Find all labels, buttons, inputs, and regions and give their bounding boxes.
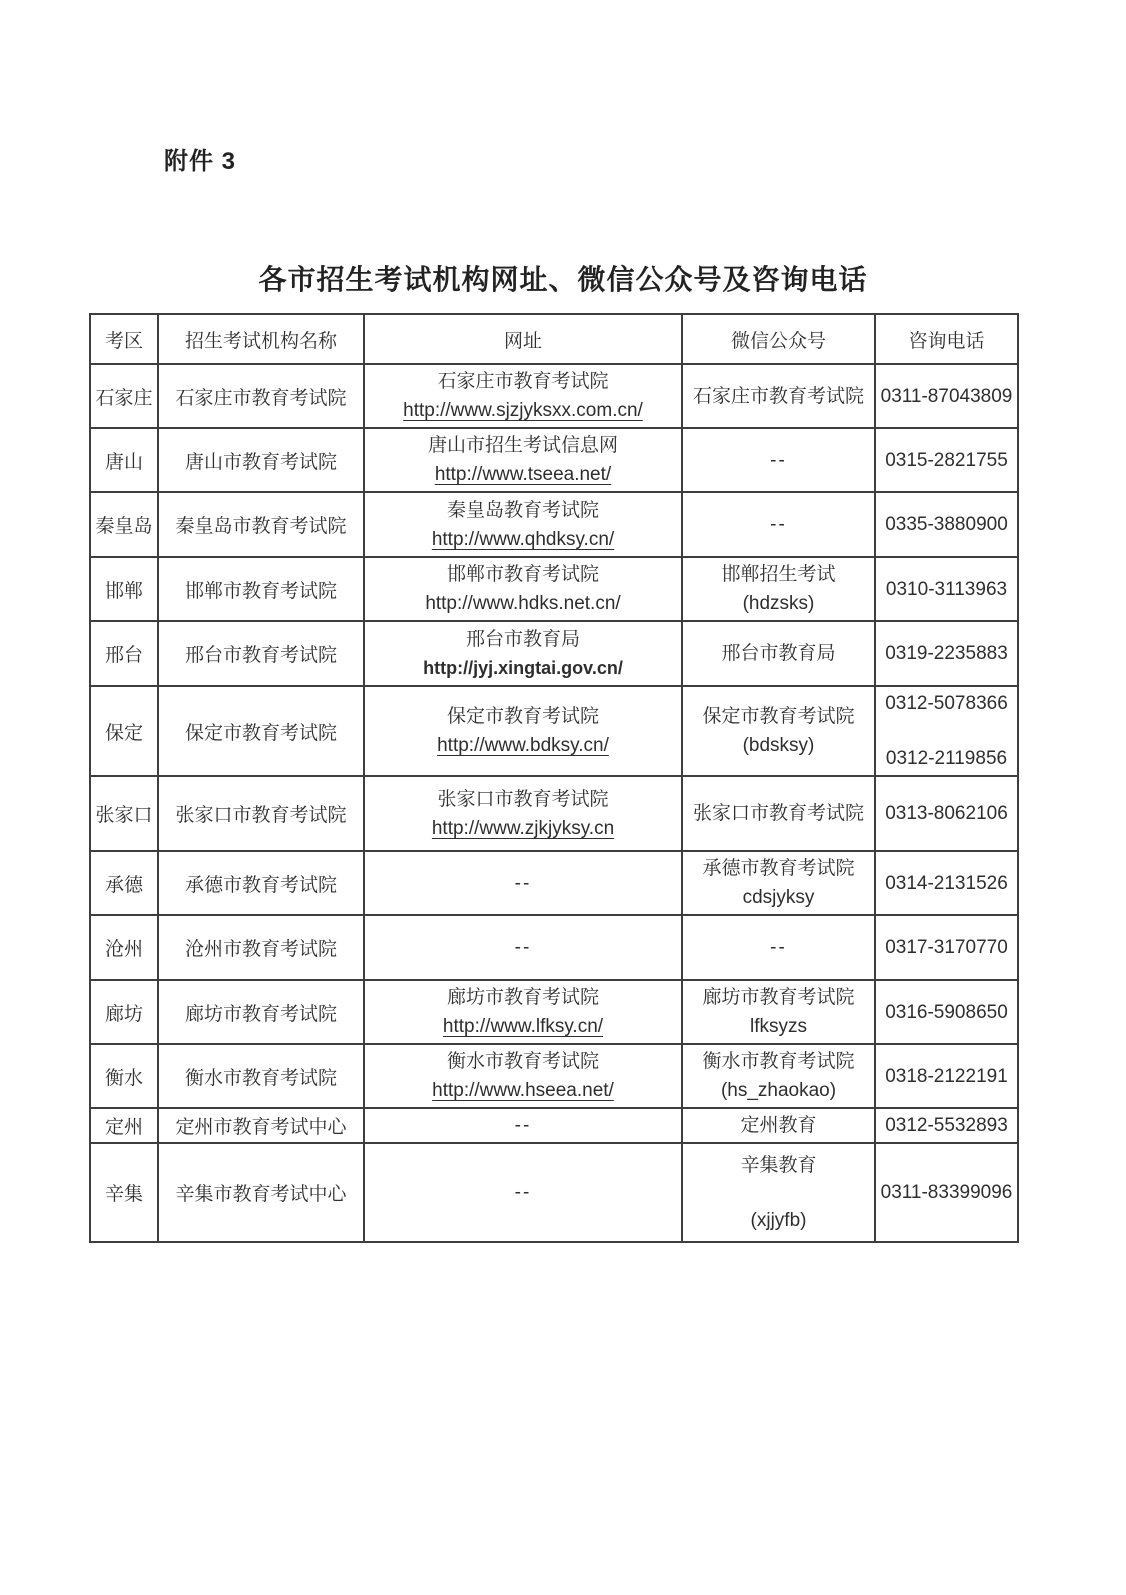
region-cell: 张家口 <box>90 776 158 851</box>
website-url-link[interactable]: http://www.lfksy.cn/ <box>442 1016 604 1037</box>
contact-table <box>89 313 1019 1243</box>
wechat-cell <box>682 915 875 980</box>
table-row <box>90 1143 1018 1242</box>
empty-website-marker: -- <box>514 872 532 894</box>
empty-website-marker: -- <box>514 1115 532 1136</box>
empty-website-marker: -- <box>514 1182 532 1203</box>
website-cell <box>364 1143 682 1242</box>
phone-cell <box>875 1143 1018 1242</box>
phone-number: 0310-3113963 <box>885 578 1008 600</box>
wechat-line: 承德市教育考试院 <box>702 858 855 879</box>
empty-wechat-marker: -- <box>770 937 787 958</box>
website-cell <box>364 1108 682 1143</box>
phone-cell <box>875 980 1018 1044</box>
wechat-cell <box>682 428 875 492</box>
wechat-line: 张家口市教育考试院 <box>692 803 864 824</box>
institution-cell: 辛集市教育考试中心 <box>158 1143 364 1242</box>
institution-cell: 张家口市教育考试院 <box>158 776 364 851</box>
phone-cell <box>875 686 1018 776</box>
phone-number: 0312-2119856 <box>885 748 1008 769</box>
wechat-cell <box>682 364 875 428</box>
phone-cell <box>875 851 1018 915</box>
institution-cell: 定州市教育考试中心 <box>158 1108 364 1143</box>
phone-cell <box>875 621 1018 686</box>
col-header-wechat: 微信公众号 <box>682 314 875 364</box>
phone-cell <box>875 557 1018 621</box>
institution-cell: 承德市教育考试院 <box>158 851 364 915</box>
institution-cell: 秦皇岛市教育考试院 <box>158 492 364 557</box>
website-cell <box>364 915 682 980</box>
website-cell <box>364 621 682 686</box>
table-row <box>90 557 1018 621</box>
website-name: 唐山市招生考试信息网 <box>427 435 618 456</box>
phone-number: 0313-8062106 <box>885 803 1008 824</box>
table-row <box>90 492 1018 557</box>
website-cell <box>364 980 682 1044</box>
table-row <box>90 851 1018 915</box>
wechat-cell <box>682 1143 875 1242</box>
region-cell: 沧州 <box>90 915 158 980</box>
website-url-link[interactable]: http://www.zjkjyksy.cn <box>431 817 615 839</box>
website-name: 秦皇岛教育考试院 <box>446 499 599 521</box>
website-url-link[interactable]: http://www.tseea.net/ <box>434 464 612 485</box>
wechat-line: 邯郸招生考试 <box>721 564 836 585</box>
institution-cell: 衡水市教育考试院 <box>158 1044 364 1108</box>
table-body <box>90 364 1018 1242</box>
wechat-line: cdsjyksy <box>742 887 815 908</box>
wechat-line: 衡水市教育考试院 <box>702 1051 855 1072</box>
website-name: 邢台市教育局 <box>465 628 580 650</box>
website-cell <box>364 776 682 851</box>
phone-number: 0312-5532893 <box>885 1115 1008 1136</box>
website-cell <box>364 364 682 428</box>
website-name: 石家庄市教育考试院 <box>437 371 609 392</box>
table-header-row <box>90 314 1018 364</box>
region-cell: 邢台 <box>90 621 158 686</box>
wechat-line: 石家庄市教育考试院 <box>692 385 864 407</box>
wechat-cell <box>682 776 875 851</box>
wechat-line: lfksyzs <box>750 1016 807 1037</box>
phone-number: 0316-5908650 <box>885 1001 1008 1023</box>
col-header-phone: 咨询电话 <box>875 314 1018 364</box>
region-cell: 邯郸 <box>90 557 158 621</box>
col-header-region: 考区 <box>90 314 158 364</box>
table-row <box>90 1108 1018 1143</box>
website-url-link: http://jyj.xingtai.gov.cn/ <box>423 657 623 678</box>
wechat-cell <box>682 557 875 621</box>
empty-website-marker: -- <box>514 937 532 958</box>
wechat-line: 廊坊市教育考试院 <box>702 987 855 1008</box>
institution-cell: 廊坊市教育考试院 <box>158 980 364 1044</box>
empty-wechat-marker: -- <box>770 449 787 471</box>
institution-cell: 邢台市教育考试院 <box>158 621 364 686</box>
phone-number: 0335-3880900 <box>885 514 1008 535</box>
wechat-line: 保定市教育考试院 <box>702 706 855 727</box>
phone-number: 0311-87043809 <box>880 385 1013 407</box>
wechat-line: (xjjyfb) <box>750 1209 807 1231</box>
wechat-cell <box>682 1044 875 1108</box>
phone-number: 0319-2235883 <box>885 643 1008 664</box>
wechat-cell <box>682 980 875 1044</box>
phone-number: 0318-2122191 <box>885 1065 1008 1087</box>
website-url-link[interactable]: http://www.qhdksy.cn/ <box>431 528 615 550</box>
website-url-link[interactable]: http://www.hseea.net/ <box>432 1080 614 1101</box>
website-name: 保定市教育考试院 <box>446 706 599 727</box>
region-cell: 承德 <box>90 851 158 915</box>
phone-number: 0312-5078366 <box>885 693 1008 714</box>
phone-cell <box>875 428 1018 492</box>
region-cell: 秦皇岛 <box>90 492 158 557</box>
attachment-label: 附件 3 <box>164 148 237 175</box>
wechat-line: (hdzsks) <box>742 593 815 614</box>
region-cell: 定州 <box>90 1108 158 1143</box>
table-row <box>90 428 1018 492</box>
phone-cell <box>875 776 1018 851</box>
region-cell: 辛集 <box>90 1143 158 1242</box>
website-name: 邯郸市教育考试院 <box>446 564 599 585</box>
wechat-cell <box>682 686 875 776</box>
phone-number: 0311-83399096 <box>880 1182 1013 1203</box>
region-cell: 衡水 <box>90 1044 158 1108</box>
region-cell: 保定 <box>90 686 158 776</box>
wechat-line: (hs_zhaokao) <box>720 1080 837 1101</box>
website-cell <box>364 428 682 492</box>
website-cell <box>364 686 682 776</box>
region-cell: 唐山 <box>90 428 158 492</box>
page-title: 各市招生考试机构网址、微信公众号及咨询电话 <box>258 264 868 295</box>
institution-cell: 唐山市教育考试院 <box>158 428 364 492</box>
table-row <box>90 364 1018 428</box>
institution-cell: 石家庄市教育考试院 <box>158 364 364 428</box>
website-url-link[interactable]: http://www.bdksy.cn/ <box>437 735 609 756</box>
website-name: 张家口市教育考试院 <box>437 788 609 810</box>
col-header-institution: 招生考试机构名称 <box>158 314 364 364</box>
phone-number: 0314-2131526 <box>885 872 1008 894</box>
wechat-line: 辛集教育 <box>740 1154 817 1176</box>
phone-number: 0317-3170770 <box>885 937 1008 958</box>
wechat-cell <box>682 851 875 915</box>
institution-cell: 邯郸市教育考试院 <box>158 557 364 621</box>
wechat-cell <box>682 492 875 557</box>
table-row <box>90 776 1018 851</box>
website-cell <box>364 492 682 557</box>
wechat-line: 邢台市教育局 <box>721 643 836 664</box>
wechat-line: 定州教育 <box>740 1115 817 1136</box>
region-cell: 廊坊 <box>90 980 158 1044</box>
empty-wechat-marker: -- <box>770 514 787 535</box>
phone-cell <box>875 1108 1018 1143</box>
website-cell <box>364 851 682 915</box>
wechat-line: (bdsksy) <box>742 735 815 756</box>
phone-number: 0315-2821755 <box>885 449 1008 471</box>
website-name: 廊坊市教育考试院 <box>446 987 599 1008</box>
phone-cell <box>875 915 1018 980</box>
table-row <box>90 980 1018 1044</box>
phone-cell <box>875 1044 1018 1108</box>
table-row <box>90 686 1018 776</box>
website-name: 衡水市教育考试院 <box>446 1051 599 1072</box>
phone-cell <box>875 492 1018 557</box>
website-cell <box>364 1044 682 1108</box>
table-row <box>90 1044 1018 1108</box>
institution-cell: 保定市教育考试院 <box>158 686 364 776</box>
wechat-cell <box>682 1108 875 1143</box>
col-header-website: 网址 <box>364 314 682 364</box>
institution-cell: 沧州市教育考试院 <box>158 915 364 980</box>
wechat-cell <box>682 621 875 686</box>
website-url-link[interactable]: http://www.sjzjyksxx.com.cn/ <box>403 400 643 421</box>
table-row <box>90 621 1018 686</box>
website-url-link: http://www.hdks.net.cn/ <box>425 593 621 614</box>
region-cell: 石家庄 <box>90 364 158 428</box>
website-cell <box>364 557 682 621</box>
phone-cell <box>875 364 1018 428</box>
table-row <box>90 915 1018 980</box>
